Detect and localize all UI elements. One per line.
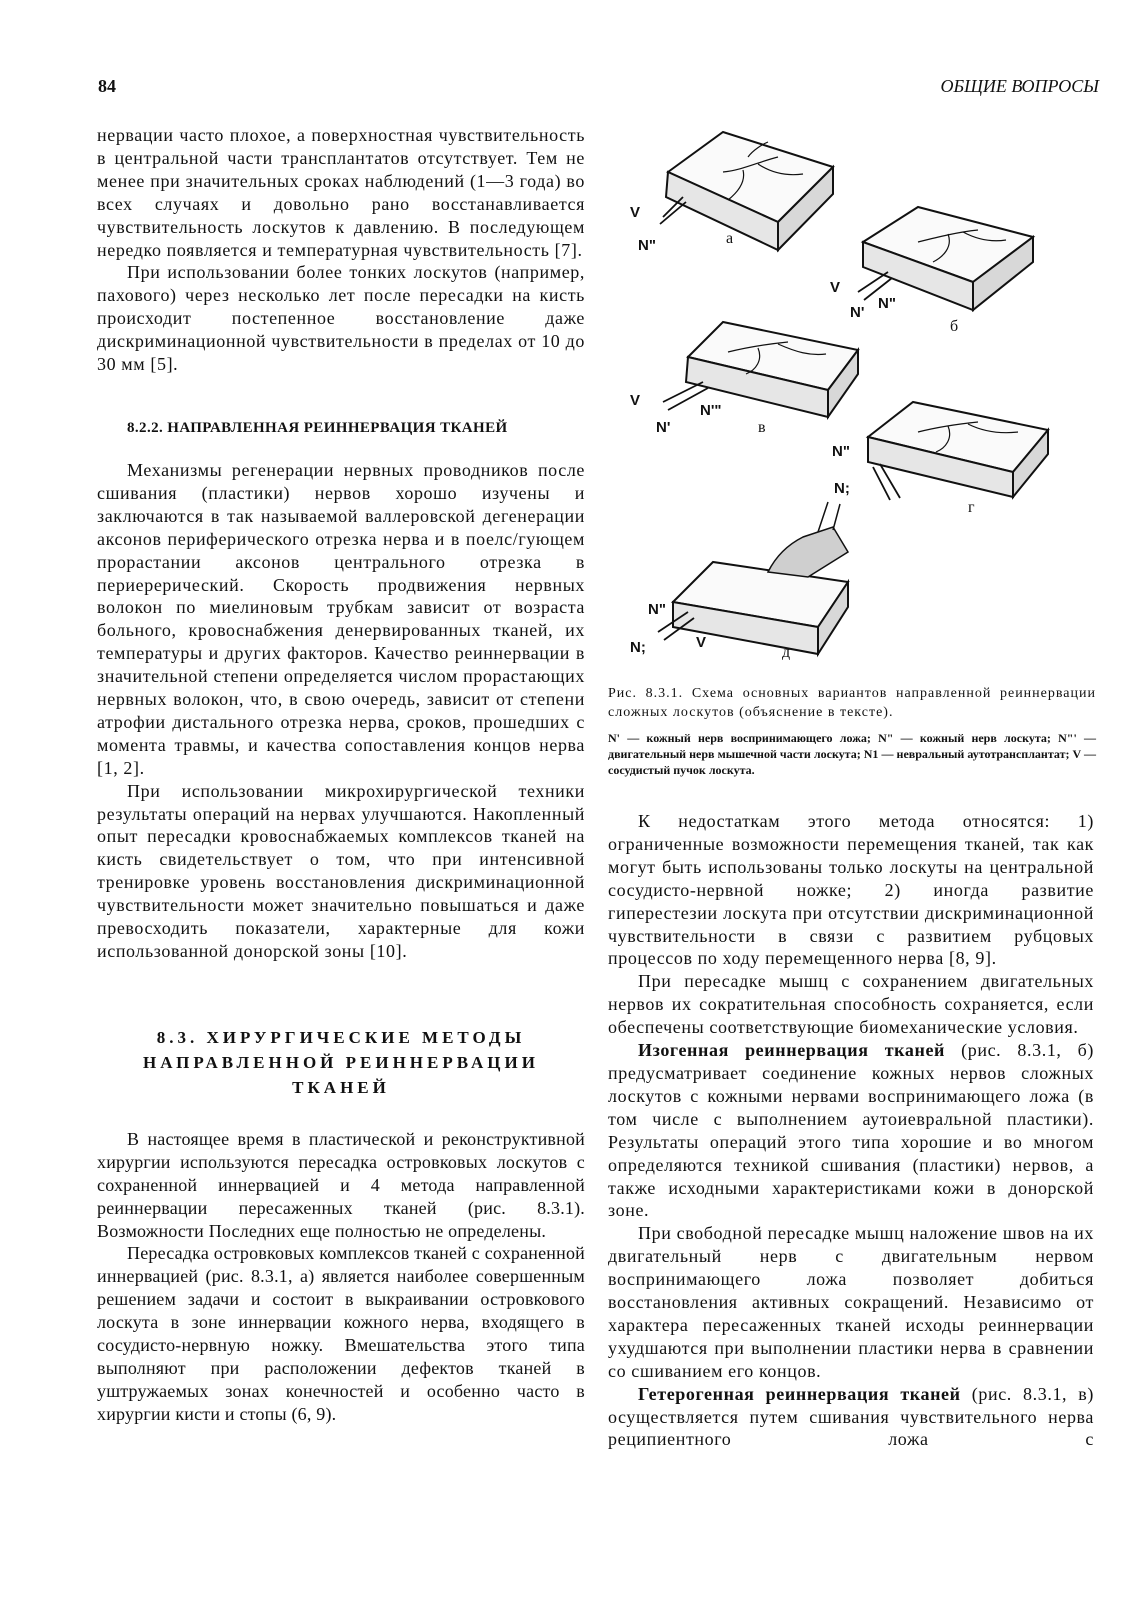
label-c-n1: N' <box>656 419 671 436</box>
term-heterogenic-reinnervation: Гетерогенная реиннервация тканей <box>638 1383 961 1404</box>
paragraph: Изогенная реиннервация тканей (рис. 8.3.1, б) предусматривает соединение кожных нервов сложных лоскутов с кожными нервами воспринимающего ложа (в том числе с выполнением аутоиевральной пластики). Результаты операций этого типа хорошие и во многом определяются техникой сшивания (пластики) нервов, а также исходными характеристиками кожи в донорской зоне. <box>608 1040 1095 1221</box>
label-e-n2: N" <box>648 601 666 618</box>
label-b-n1: N' <box>850 304 865 321</box>
paragraph: К недостаткам этого метода относятся: 1) ограниченные возможности перемещения тканей, так как могут быть использованы только лоскуты на центральной сосудисто-нервной ножке; 2) иногда развитие гиперестезии лоскута при отсутствии дискриминационной чувствительности в связи с развитием рубцовых процессов по ходу перемещенного нерва [8, 9]. <box>608 811 1094 969</box>
section-heading-8-3-line2: НАПРАВЛЕННОЙ РЕИННЕРВАЦИИ <box>143 1052 539 1072</box>
flap-c-drawing <box>663 322 858 417</box>
label-d-n2: N" <box>832 443 850 460</box>
right-column <box>608 810 1094 1451</box>
term-isogenic-reinnervation: Изогенная реиннервация тканей <box>638 1040 946 1061</box>
paragraph: При пересадке мышц с сохранением двигательных нервов их сократительная способность сохраняется, если обеспечены соответствующие биомеханические условия. <box>608 971 1094 1038</box>
section-heading-8-3-line3: ТКАНЕЙ <box>292 1077 390 1097</box>
section-heading-8-3-line1: 8.3. ХИРУРГИЧЕСКИЕ МЕТОДЫ <box>156 1027 526 1047</box>
label-a-v: V <box>630 204 641 221</box>
label-e-n1: N; <box>630 639 646 656</box>
figure-caption: Рис. 8.3.1. Схема основных вариантов направленной реиннервации сложных лоскутов (объяснение в тексте). <box>608 686 1096 720</box>
caption-letter-a: а <box>726 230 734 247</box>
label-b-n2: N" <box>878 295 896 312</box>
label-b-v: V <box>830 279 841 296</box>
caption-letter-c: в <box>758 419 766 436</box>
paragraph: В настоящее время в пластической и реконструктивной хирургии используются пересадка островковых лоскутов с сохраненной иннервацией и 4 метода направленной реиннервации пересаженных тканей (рис. 8.3.1). Возможности Последних еще полностью не определены. <box>97 1128 585 1241</box>
figure-flap-reinnervation-diagram <box>628 112 1088 677</box>
figure-caption-block <box>608 684 1096 778</box>
label-c-v: V <box>630 392 641 409</box>
paragraph: нервации часто плохое, а поверхностная чувствительность в центральной части трансплантатов отсутствует. Тем не менее при значительных сроках наблюдений (1—3 года) во всех случаях и довольно рано восстанавливается чувствительность лоскутов к давлению. В последующем нередко появляется и температурная чувствительность [7]. <box>97 125 585 260</box>
flap-e-drawing <box>658 502 848 654</box>
paragraph: При свободной пересадке мышц наложение швов на их двигательный нерв с двигательным нервом воспринимающего ложа позволяет добиться восстановления активных сокращений. Независимо от характера пересаженных тканей исходы реиннервации ухудшаются при выполнении пластики нерва в сравнении со сшиванием его концов. <box>608 1223 1094 1381</box>
paragraph: При использовании микрохирургической техники результаты операций на нервах улучшаются. Накопленный опыт пересадки кровоснабжаемых комплексов тканей на кисть свидетельствует о том, что при интенсивной тренировке уровень восстановления дискриминационной чувствительности может значительно повышаться и даже превосходить показатели, характерные для кожи использованной донорской зоны [10]. <box>97 780 585 961</box>
flap-d-drawing <box>868 402 1048 500</box>
caption-letter-e: д <box>782 644 791 661</box>
label-a-n2: N" <box>638 237 656 254</box>
paragraph: Гетерогенная реиннервация тканей (рис. 8.3.1, в) осуществляется путем сшивания чувствительного нерва реципиентного ложа с <box>608 1383 1094 1450</box>
left-column <box>97 124 585 1426</box>
label-d-n1: N; <box>834 480 850 497</box>
section-heading-8-2-2: 8.2.2. НАПРАВЛЕННАЯ РЕИННЕРВАЦИЯ ТКАНЕЙ <box>127 419 508 436</box>
paragraph: Пересадка островковых комплексов тканей с сохраненной иннервацией (рис. 8.3.1, а) является наиболее совершенным решением задачи и состоит в выкраивании островкового лоскута в зоне иннервации кожного нерва, входящего в сосудисто-нервную ножку. Вмешательства этого типа выполняют при расположении дефектов тканей в уштружаемых зонах конечностей и особенно часто в хирургии кисти и стопы (6, 9). <box>97 1243 585 1424</box>
running-title: ОБЩИЕ ВОПРОСЫ <box>940 76 1099 96</box>
label-c-n3: N'" <box>700 402 722 419</box>
figure-legend: N' — кожный нерв воспринимающего ложа; N" — кожный нерв лоскута; N"' — двигательный нерв мышечной части лоскута; N1 — невральный аутотрансплантат; V — сосудистый пучок лоскута. <box>608 731 1096 777</box>
flap-a-drawing <box>660 132 833 250</box>
label-e-v: V <box>696 634 707 651</box>
paragraph: Механизмы регенерации нервных проводников после сшивания (пластики) нервов хорошо изучены и заключаются в так называемой валлеровской дегенерации аксонов периферического отрезка нерва и в поелс/гующем прорастании аксонов центрального отрезка в периерерический. Скорость продвижения нервных волокон по миелиновым трубкам зависит от возраста больного, кровоснабжения денервированных тканей, их температуры и других факторов. Качество реиннервации в значительной степени определяется числом прорастающих нервных волокон, что, в свою очередь, зависит от степени атрофии дистального отрезка нерва, сроков, прошедших с момента травмы, и качества сопоставления концов нерва [1, 2]. <box>97 459 585 778</box>
caption-letter-d: г <box>968 499 975 516</box>
paragraph: При использовании более тонких лоскутов (например, пахового) через несколько лет после пересадки на кисть происходит постепенное восстановление даже дискриминационной чувствительности в пределах от 10 до 30 мм [5]. <box>97 262 585 375</box>
page-number: 84 <box>98 76 116 96</box>
caption-letter-b: б <box>950 318 959 335</box>
